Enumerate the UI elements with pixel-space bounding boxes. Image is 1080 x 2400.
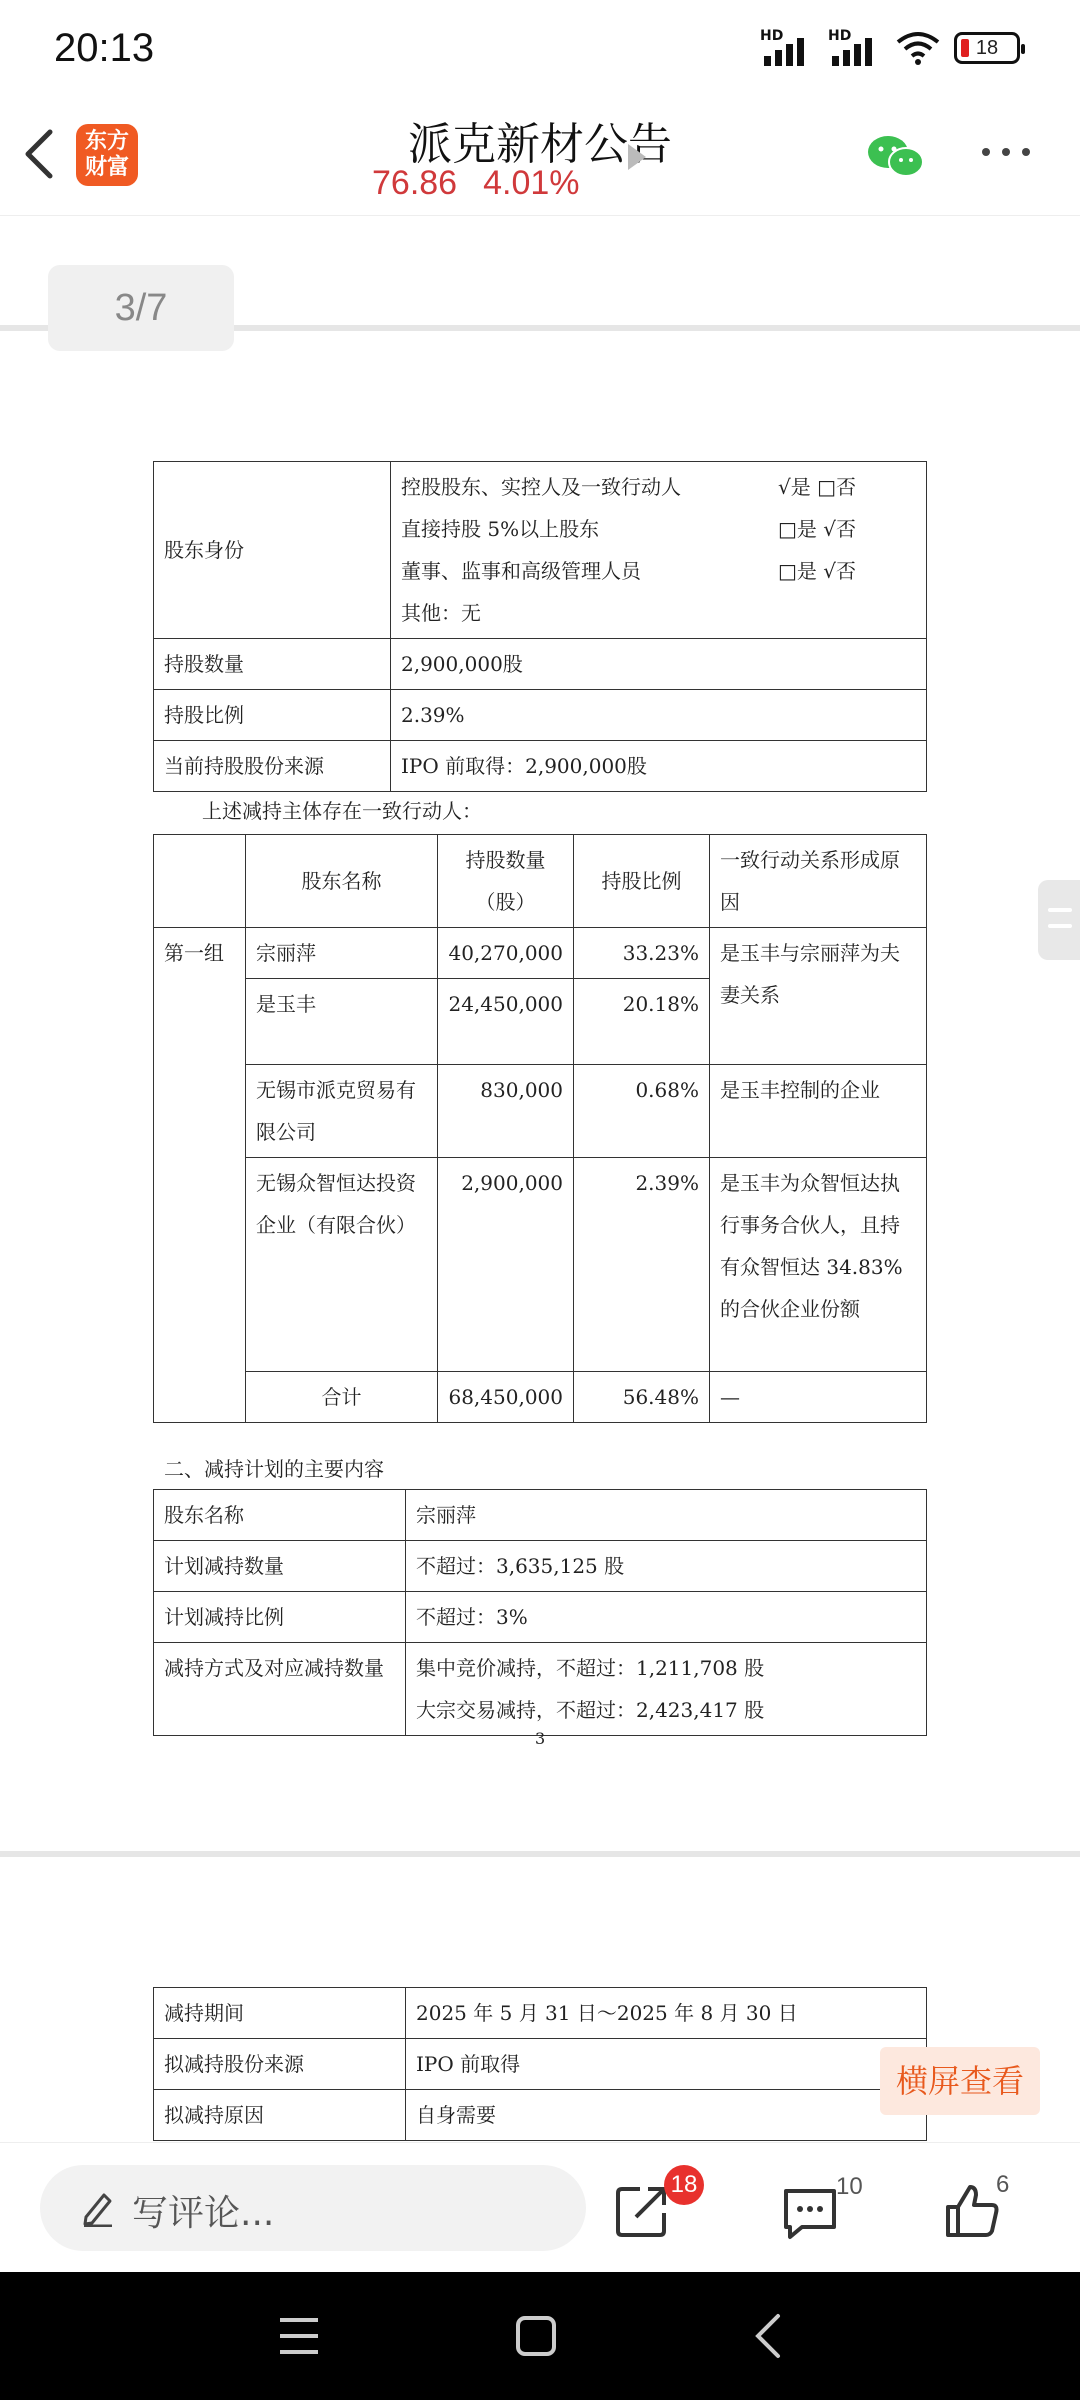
- holder-reason: 是玉丰为众智恒达执行事务合伙人，且持有众智恒达 34.83%的合伙企业份额: [710, 1158, 927, 1372]
- concerted-action-table: [153, 834, 927, 1423]
- identity-row-label: 其他：无: [401, 601, 481, 625]
- holder-shares: 830,000: [438, 1065, 574, 1158]
- page-title: 派克新材公告: [408, 119, 672, 170]
- total-shares: 68,450,000: [438, 1372, 574, 1423]
- period-label: 减持期间: [154, 1988, 406, 2039]
- identity-row-value: √是 □否: [778, 475, 856, 499]
- battery-icon: [954, 32, 1020, 64]
- shareholder-identity-table: [153, 461, 927, 792]
- wechat-share-icon[interactable]: [866, 132, 926, 182]
- identity-label: 股东身份: [154, 462, 391, 639]
- comment-icon[interactable]: [780, 2183, 840, 2243]
- identity-row: [401, 592, 916, 634]
- total-ratio: 56.48%: [574, 1372, 710, 1423]
- logo-line1: 东方: [84, 129, 129, 154]
- reduction-period-table: [153, 1987, 927, 2141]
- table-row: [154, 639, 927, 690]
- period-value: 2025 年 5 月 31 日～2025 年 8 月 30 日: [406, 1988, 927, 2039]
- logo-line2: 财富: [84, 155, 129, 180]
- holder-ratio: 0.68%: [574, 1065, 710, 1158]
- app-header: [0, 96, 1080, 216]
- holder-name: 无锡市派克贸易有限公司: [246, 1065, 438, 1158]
- stock-quote[interactable]: [372, 164, 606, 203]
- section2-title: 二、减持计划的主要内容: [164, 1457, 384, 1481]
- stock-change: 4.01%: [483, 164, 580, 202]
- source-value: IPO 前取得：2,900,000股: [391, 741, 927, 792]
- table-header-row: [154, 835, 927, 928]
- side-drawer-handle[interactable]: [1038, 880, 1080, 960]
- plan-label: 计划减持比例: [154, 1592, 406, 1643]
- period-label: 拟减持股份来源: [154, 2039, 406, 2090]
- pen-icon: [80, 2189, 116, 2227]
- status-icons: [760, 28, 1020, 68]
- identity-row-value: □是 √否: [778, 517, 856, 541]
- holder-shares: 40,270,000: [438, 928, 574, 979]
- column-header: 股东名称: [246, 835, 438, 928]
- table-row: [154, 1065, 927, 1158]
- page-indicator: 3/7: [48, 265, 234, 351]
- column-header: 一致行动关系形成原因: [710, 835, 927, 928]
- cellular-signal-2-icon: [828, 28, 882, 68]
- comment-placeholder: 写评论...: [132, 2193, 275, 2234]
- holder-shares: 24,450,000: [438, 979, 574, 1065]
- holder-reason: 是玉丰与宗丽萍为夫妻关系: [710, 928, 927, 1065]
- home-icon[interactable]: [514, 2314, 558, 2358]
- reduction-plan-table: [153, 1489, 927, 1736]
- identity-row-label: 控股股东、实控人及一致行动人: [401, 475, 681, 499]
- plan-value: 不超过：3%: [406, 1592, 927, 1643]
- page-separator: [0, 1851, 1080, 1857]
- holder-name: 是玉丰: [246, 979, 438, 1065]
- share-icon[interactable]: [612, 2181, 672, 2241]
- more-options-icon[interactable]: [982, 148, 1030, 156]
- identity-row: [401, 508, 916, 550]
- back-nav-icon[interactable]: [752, 2312, 784, 2360]
- column-header: 持股比例: [574, 835, 710, 928]
- plan-value: 宗丽萍: [406, 1490, 927, 1541]
- identity-row-label: 董事、监事和高级管理人员: [401, 559, 641, 583]
- group-intro-text: 上述减持主体存在一致行动人：: [202, 799, 482, 823]
- signal2-hd-label: HD: [828, 28, 852, 44]
- table-row: [154, 1592, 927, 1643]
- holder-ratio: 20.18%: [574, 979, 710, 1065]
- table-row: [154, 1490, 927, 1541]
- landscape-view-button[interactable]: 横屏查看: [880, 2047, 1040, 2115]
- plan-value: 不超过：3,635,125 股: [406, 1541, 927, 1592]
- document-viewer[interactable]: [0, 217, 1080, 2142]
- table-row: [154, 690, 927, 741]
- table-total-row: [154, 1372, 927, 1423]
- holder-shares: 2,900,000: [438, 1158, 574, 1372]
- cellular-signal-icon: [760, 28, 814, 68]
- holder-name: 宗丽萍: [246, 928, 438, 979]
- period-value: 自身需要: [406, 2090, 927, 2141]
- plan-value: 大宗交易减持，不超过：2,423,417 股: [416, 1698, 765, 1722]
- column-header: 持股数量（股）: [438, 835, 574, 928]
- table-row: [154, 1541, 927, 1592]
- plan-label: 减持方式及对应减持数量: [154, 1643, 406, 1736]
- total-reason: —: [710, 1372, 927, 1423]
- battery-level: 18: [975, 36, 999, 59]
- shares-value: 2,900,000股: [391, 639, 927, 690]
- table-row: [154, 1643, 927, 1736]
- bottom-action-bar: [0, 2142, 1080, 2272]
- plan-value-cell: [406, 1643, 927, 1736]
- ratio-label: 持股比例: [154, 690, 391, 741]
- system-nav-bar: [0, 2272, 1080, 2400]
- comment-count: 10: [836, 2173, 863, 2200]
- table-row: [154, 741, 927, 792]
- plan-value: 集中竞价减持，不超过：1,211,708 股: [416, 1656, 765, 1680]
- period-label: 拟减持原因: [154, 2090, 406, 2141]
- signal-hd-label: HD: [760, 28, 784, 44]
- menu-icon[interactable]: [278, 2316, 320, 2356]
- comment-input[interactable]: [40, 2165, 586, 2251]
- play-icon[interactable]: [628, 144, 646, 170]
- table-row: [154, 2039, 927, 2090]
- like-count: 6: [996, 2171, 1010, 2198]
- holder-ratio: 33.23%: [574, 928, 710, 979]
- like-icon[interactable]: [942, 2181, 1002, 2241]
- identity-row: [401, 550, 916, 592]
- share-badge: 18: [664, 2165, 704, 2205]
- holder-name: 无锡众智恒达投资企业（有限合伙）: [246, 1158, 438, 1372]
- status-time: 20:13: [54, 26, 155, 70]
- shares-label: 持股数量: [154, 639, 391, 690]
- group-name: 第一组: [154, 928, 246, 1423]
- ratio-value: 2.39%: [391, 690, 927, 741]
- identity-row: [401, 466, 916, 508]
- table-row: [154, 2090, 927, 2141]
- plan-label: 计划减持数量: [154, 1541, 406, 1592]
- period-value: IPO 前取得: [406, 2039, 927, 2090]
- holder-reason: 是玉丰控制的企业: [710, 1065, 927, 1158]
- table-row: [154, 1988, 927, 2039]
- identity-cell: [391, 462, 927, 639]
- page-number: 3: [535, 1729, 546, 1748]
- wifi-icon: [896, 30, 940, 66]
- stock-price: 76.86: [372, 164, 458, 202]
- total-label: 合计: [246, 1372, 438, 1423]
- plan-label: 股东名称: [154, 1490, 406, 1541]
- identity-row-label: 直接持股 5%以上股东: [401, 517, 600, 541]
- identity-row-value: □是 √否: [778, 559, 856, 583]
- table-row: [154, 928, 927, 979]
- holder-ratio: 2.39%: [574, 1158, 710, 1372]
- status-bar: [0, 0, 1080, 96]
- table-row: [154, 1158, 927, 1372]
- source-label: 当前持股股份来源: [154, 741, 391, 792]
